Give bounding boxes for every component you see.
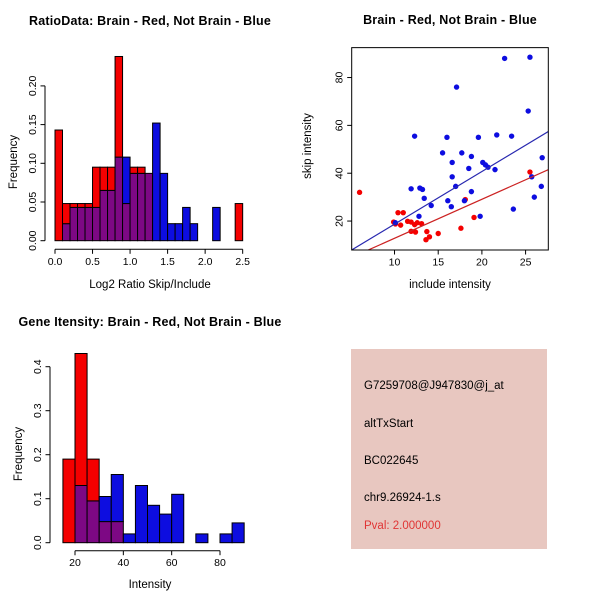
gene-histogram-title: Gene Itensity: Brain - Red, Not Brain - Blue (18, 315, 282, 329)
histogram-bar-brain (93, 167, 101, 207)
x-tick-label: 20 (69, 557, 81, 570)
x-tick-label: 10 (388, 256, 401, 269)
scatter-point-brain (458, 226, 463, 231)
histogram-bar-brain (130, 167, 138, 173)
scatter-point-notbrain (459, 150, 464, 155)
x-tick-label: 1.0 (122, 255, 138, 268)
histogram-bar-brain (63, 204, 71, 224)
y-tick-label: 0.4 (32, 359, 44, 375)
scatter-point-notbrain (454, 84, 459, 89)
scatter-xlabel: include intensity (409, 279, 491, 291)
scatter-point-notbrain (539, 184, 544, 189)
scatter-point-brain (527, 169, 532, 174)
histogram-bar-brain (55, 130, 63, 241)
histogram-bar-overlap (78, 207, 86, 240)
probe-id-text: G7259708@J947830@j_at (364, 380, 504, 392)
histogram-bar-notbrain (196, 534, 208, 543)
histogram-bar-overlap (70, 207, 78, 240)
histogram-bar-overlap (115, 157, 123, 241)
y-tick-label: 0.15 (27, 114, 39, 135)
histogram-bar-brain (235, 204, 243, 241)
scatter-point-notbrain (462, 198, 467, 203)
scatter-point-notbrain (494, 132, 499, 137)
histogram-bar-brain (78, 204, 86, 208)
histogram-bar-brain (70, 204, 78, 208)
scatter-point-notbrain (420, 187, 425, 192)
scatter-title: Brain - Red, Not Brain - Blue (363, 13, 537, 27)
histogram-bar-overlap (123, 204, 131, 241)
y-tick-label: 20 (333, 215, 346, 227)
histogram-bar-overlap (130, 173, 138, 240)
histogram-bar-notbrain (99, 497, 111, 522)
histogram-bar-overlap (93, 207, 101, 240)
y-tick-label: 0.0 (32, 535, 44, 551)
scatter-point-notbrain (416, 214, 421, 219)
scatter-point-notbrain (449, 160, 454, 165)
x-tick-label: 2.5 (235, 255, 250, 268)
scatter-point-notbrain (502, 56, 507, 61)
histogram-bar-notbrain (183, 207, 191, 240)
scatter-point-brain (436, 231, 441, 236)
location-text: chr9.26924-1.s (364, 492, 441, 504)
x-tick-label: 0.5 (85, 255, 100, 268)
scatter-point-notbrain (445, 198, 450, 203)
histogram-bar-notbrain (220, 534, 232, 543)
scatter-point-notbrain (477, 214, 482, 219)
histogram-bar-overlap (108, 190, 116, 240)
histogram-bar-brain (85, 204, 93, 208)
x-tick-label: 25 (519, 256, 532, 269)
scatter-point-notbrain (526, 108, 531, 113)
scatter-point-notbrain (527, 55, 532, 60)
histogram-bar-overlap (111, 522, 123, 543)
histogram-bar-overlap (145, 173, 153, 240)
accession-text: BC022645 (364, 455, 419, 467)
scatter-point-notbrain (532, 194, 537, 199)
ratio-histogram-ylabel: Frequency (8, 134, 20, 190)
histogram-bar-notbrain (160, 173, 168, 240)
histogram-bar-notbrain (123, 534, 135, 543)
histogram-bar-brain (138, 167, 146, 173)
y-tick-label: 0.1 (32, 491, 44, 507)
histogram-bar-brain (108, 167, 116, 190)
histogram-bar-notbrain (168, 224, 176, 241)
x-tick-label: 0.0 (47, 255, 63, 268)
scatter-point-brain (471, 215, 476, 220)
pval-text: Pval: 2.000000 (364, 520, 441, 532)
scatter-point-notbrain (466, 166, 471, 171)
histogram-bar-notbrain (175, 224, 183, 241)
histogram-bar-notbrain (190, 224, 198, 241)
scatter-point-notbrain (509, 133, 514, 138)
histogram-bar-brain (100, 167, 108, 190)
scatter-point-notbrain (539, 155, 544, 160)
histogram-bar-overlap (138, 173, 146, 240)
scatter-point-brain (427, 234, 432, 239)
gene-histogram-xlabel: Intensity (128, 579, 172, 591)
scatter-point-notbrain (444, 135, 449, 140)
histogram-bar-brain (87, 459, 99, 501)
gene-histogram-ylabel: Frequency (13, 426, 25, 482)
scatter-point-brain (398, 222, 403, 227)
histogram-bar-notbrain (148, 505, 160, 542)
scatter-point-notbrain (476, 135, 481, 140)
histogram-bar-overlap (75, 486, 87, 543)
scatter-point-notbrain (422, 196, 427, 201)
histogram-bar-brain (75, 354, 87, 486)
histogram-bar-notbrain (232, 523, 244, 543)
y-tick-label: 0.00 (27, 230, 39, 251)
scatter-point-brain (395, 210, 400, 215)
x-tick-label: 15 (432, 256, 445, 269)
histogram-bar-notbrain (172, 494, 184, 542)
histogram-bar-overlap (85, 207, 93, 240)
y-tick-label: 0.2 (32, 447, 44, 463)
x-tick-label: 60 (165, 557, 178, 570)
gene-info-panel (351, 349, 547, 549)
histogram-bar-brain (63, 459, 75, 543)
scatter-point-notbrain (469, 189, 474, 194)
histogram-bar-overlap (100, 190, 108, 240)
scatter-point-notbrain (449, 204, 454, 209)
histogram-bar-notbrain (111, 475, 123, 522)
histogram-bar-notbrain (135, 486, 147, 543)
x-tick-label: 1.5 (160, 255, 175, 268)
scatter-point-notbrain (492, 167, 497, 172)
x-tick-label: 40 (117, 557, 130, 570)
y-tick-label: 0.10 (27, 153, 39, 174)
ratio-histogram-title: RatioData: Brain - Red, Not Brain - Blue (28, 14, 272, 28)
histogram-bar-notbrain (123, 157, 131, 203)
scatter-point-notbrain (408, 186, 413, 191)
histogram-bar-brain (115, 56, 123, 157)
y-tick-label: 80 (333, 71, 346, 84)
scatter-point-brain (424, 229, 429, 234)
histogram-bar-overlap (87, 501, 99, 543)
histogram-bar-notbrain (160, 514, 172, 543)
y-tick-label: 0.3 (32, 403, 44, 419)
not-brain-fit-line (352, 132, 549, 250)
histogram-bar-notbrain (153, 123, 161, 241)
scatter-point-notbrain (412, 133, 417, 138)
scatter-point-brain (401, 210, 406, 215)
scatter-point-brain (357, 190, 362, 195)
scatter-point-notbrain (449, 174, 454, 179)
x-tick-label: 80 (214, 557, 226, 570)
histogram-bar-overlap (99, 522, 111, 543)
scatter-point-notbrain (440, 150, 445, 155)
y-tick-label: 0.20 (27, 75, 39, 97)
event-type-text: altTxStart (364, 418, 414, 430)
ratio-histogram-xlabel: Log2 Ratio Skip/Include (89, 279, 211, 291)
histogram-bar-overlap (63, 224, 71, 241)
x-tick-label: 2.0 (197, 255, 213, 268)
scatter-ylabel: skip intensity (302, 113, 314, 179)
y-tick-label: 60 (333, 119, 346, 132)
y-tick-label: 40 (333, 167, 346, 180)
histogram-bar-notbrain (213, 207, 221, 240)
y-tick-label: 0.05 (27, 191, 39, 213)
scatter-point-notbrain (511, 206, 516, 211)
brain-fit-line (352, 170, 549, 258)
x-tick-label: 20 (476, 256, 488, 269)
scatter-point-notbrain (469, 154, 474, 159)
